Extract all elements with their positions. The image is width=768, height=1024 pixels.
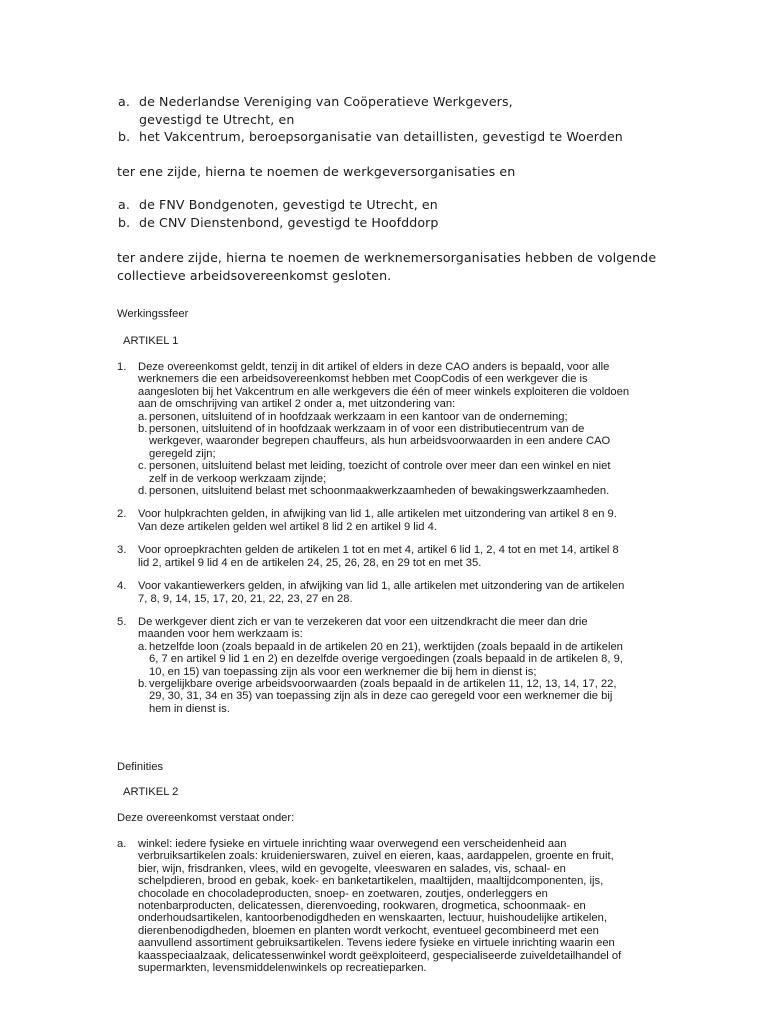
list-item: [117, 544, 677, 569]
list-text: de CNV Dienstenbond, gevestigd te Hoofddorp: [139, 214, 439, 230]
list-item: [117, 616, 677, 715]
sub-item: [138, 460, 677, 485]
sub-item: [138, 423, 677, 460]
item-text: verbruiksartikelen zoals: kruideniersware​n, zuivel en eieren, kaas, aardappelen, groente en fruit,: [138, 850, 614, 863]
item-text: Voor vakantiewerkers gelden, in afwijking van lid 1, alle artikelen met uitzondering van de artikelen: [138, 580, 625, 593]
item-text: Van deze artikelen gelden wel artikel 8 lid 2 en artikel 9 lid 4.: [138, 520, 437, 533]
item-text: aan de omschrijving van artikel 2 onder a, met uitzondering van:: [138, 398, 456, 411]
item-text: Voor oproepkrachten gelden de artikelen 1 tot en met 4, artikel 6 lid 1, 2, 4 tot en met 14, artikel 8: [138, 544, 619, 557]
list-item: [118, 93, 678, 128]
list-item: [118, 214, 678, 232]
sub-text: hem in dienst is.: [149, 702, 230, 715]
item-text: De werkgever dient zich er van te verzekeren dat voor een uitzendkracht die meer dan drie: [138, 615, 588, 628]
sub-item: [138, 485, 677, 497]
list-label: a.: [118, 197, 130, 212]
item-number: 3.: [117, 544, 127, 557]
article-1-body: [117, 361, 677, 715]
item-text: onderhoudsartikelen, kantoorbenodigdheden en wenskaarten, lectuur, huishoudelijke artikelen,: [138, 912, 607, 925]
sub-text: personen, uitsluitend belast met leiding, toezicht of controle over meer dan een winkel en niet: [149, 460, 611, 473]
list-text: het Vakcentrum, beroepsorganisatie van detaillisten, gevestigd te Woerden: [139, 129, 623, 144]
list-label: a.: [118, 94, 130, 109]
item-text: maanden voor hem werkzaam is:: [138, 628, 303, 641]
sub-text: personen, uitsluitend of in hoofdzaak werkzaam in of voor een distributiecentrum van de: [149, 423, 585, 436]
sub-item: [138, 678, 677, 715]
list-item: [118, 196, 678, 214]
list-item: [117, 508, 677, 533]
item-text: werknemers die een arbeidsovereenkomst hebben met CoopCodis of een werkgever die is: [138, 373, 588, 386]
employers-list: [118, 93, 678, 146]
item-text: 7, 8, 9, 14, 15, 17, 20, 21, 22, 23, 27 en 28.: [138, 592, 353, 605]
article-2-body: [117, 838, 677, 974]
article-heading: ARTIKEL 1: [123, 335, 179, 347]
unions-list: [118, 196, 678, 231]
item-text: dierenbenodigdheden, bloemen en planten wordt verkocht, eventueel gecombineerd met een: [138, 924, 599, 937]
list-text: gevestigd te Utrecht, en: [139, 111, 295, 127]
article-heading: ARTIKEL 2: [123, 786, 179, 798]
closing-line: ter andere zijde, hierna te noemen de werknemersorganisaties hebben de volgende: [117, 250, 657, 265]
list-item: [117, 838, 677, 974]
list-text: de FNV Bondgenoten, gevestigd te Utrecht, en: [139, 197, 438, 212]
item-label: a.: [117, 838, 127, 850]
sub-text: werkgever, waaronder begrepen chauffeurs, als hun arbeidsvoorwaarden in een andere CAO: [149, 435, 611, 448]
section-heading: Definities: [117, 761, 164, 773]
sub-label: b.: [138, 677, 148, 690]
item-text: aanvullend assortiment gebruiksartikelen. Tevens iedere fysieke en virtuele inrichting waarin een: [138, 937, 615, 950]
item-number: 2.: [117, 508, 127, 521]
item-text: chocolade en chocoladeproducten, snoep- en zoetwaren, zoutjes, onderleggers en: [138, 887, 548, 900]
item-number: 5.: [117, 615, 127, 628]
sub-label: c.: [138, 460, 147, 473]
list-item: [117, 361, 677, 497]
sub-label: b.: [138, 423, 148, 436]
list-text: de Nederlandse Vereniging van Coöperatieve Werkgevers,: [139, 94, 513, 109]
list-label: b.: [118, 214, 131, 230]
item-text: aangesloten bij het Vakcentrum en alle werkgevers die één of meer winkels exploiteren die voldoen: [138, 385, 630, 398]
sub-item: [138, 641, 677, 678]
item-text: supermarkten, levensmiddelenwinkels op recreatieparken.: [138, 962, 427, 975]
section-heading: Werkingssfeer: [117, 308, 189, 320]
list-item: [118, 128, 678, 146]
sub-text: personen, uitsluitend of in hoofdzaak werkzaam in een kantoor van de onderneming;: [149, 410, 568, 423]
sub-item: [138, 411, 677, 423]
sub-label: d.: [138, 485, 148, 498]
article-intro: Deze overeenkomst verstaat onder:: [117, 812, 295, 824]
item-text: notenbarproducten, delicatessen, dierenvoeding, rookwaren, drogmetica, schoonmaak- en: [138, 900, 586, 913]
item-number: 4.: [117, 580, 127, 593]
sub-text: personen, uitsluitend belast met schoonmaakwerkzaamheden of bewakingswerkzaamheden.: [149, 485, 610, 498]
item-text: winkel: iedere fysieke en virtuele inrichting waar overwegend een verscheidenheid aan: [138, 838, 567, 850]
sub-text: zelf in de verkoop werkzaam zijnde;: [149, 472, 327, 485]
sub-text: hetzelfde loon (zoals bepaald in de artikelen 20 en 21), werktijden (zoals bepaald in de artikelen: [149, 640, 623, 653]
employers-intro: ter ene zijde, hierna te noemen de werkgeversorganisaties en: [117, 164, 516, 179]
item-number: 1.: [117, 361, 127, 373]
sub-text: geregeld zijn;: [149, 447, 216, 460]
closing-line: collectieve arbeidsovereenkomst gesloten.: [117, 267, 392, 283]
parties-closing: [117, 249, 677, 284]
item-text: Voor hulpkrachten gelden, in afwijking van lid 1, alle artikelen met uitzondering van artikel 8 en 9.: [138, 508, 617, 521]
sub-text: 29, 30, 31, 34 en 35) van toepassing zijn als in deze cao geregeld voor een werknemer die bij: [149, 690, 613, 703]
list-item: [117, 580, 677, 605]
list-label: b.: [118, 129, 131, 144]
item-text: bier, wijn, frisdranken, vlees, wild en gevogelte, vleeswaren en salades, vis, schaal- en: [138, 862, 566, 875]
sub-text: 6, 7 en artikel 9 lid 1 en 2) en dezelfde overige vergoedingen (zoals bepaald in de artikelen 8, 9,: [149, 653, 623, 666]
sub-text: 10, en 15) van toepassing zijn als voor een werknemer die bij hem in dienst is;: [149, 665, 537, 678]
item-text: lid 2, artikel 9 lid 4 en de artikelen 24, 25, 26, 28, en 29 tot en met 35.: [138, 556, 482, 569]
sub-text: vergelijkbare overige arbeidsvoorwaarden (zoals bepaald in de artikelen 11, 12, 13, 14, 17, 22,: [149, 677, 617, 690]
sub-label: a.: [138, 410, 148, 423]
item-text: kaasspeciaalzaak, delicatessenwinkel wordt geëxploiteerd, gespecialiseerde zuiveldetailhandel of: [138, 949, 622, 962]
item-text: schelpdieren, brood en gebak, koek- en banketartikelen, maaltijden, maaltijdcomponenten, ijs,: [138, 875, 604, 888]
item-text: Deze overeenkomst geldt, tenzij in dit artikel of elders in deze CAO anders is bepaald, voor alle: [138, 361, 610, 373]
sub-label: a.: [138, 640, 148, 653]
